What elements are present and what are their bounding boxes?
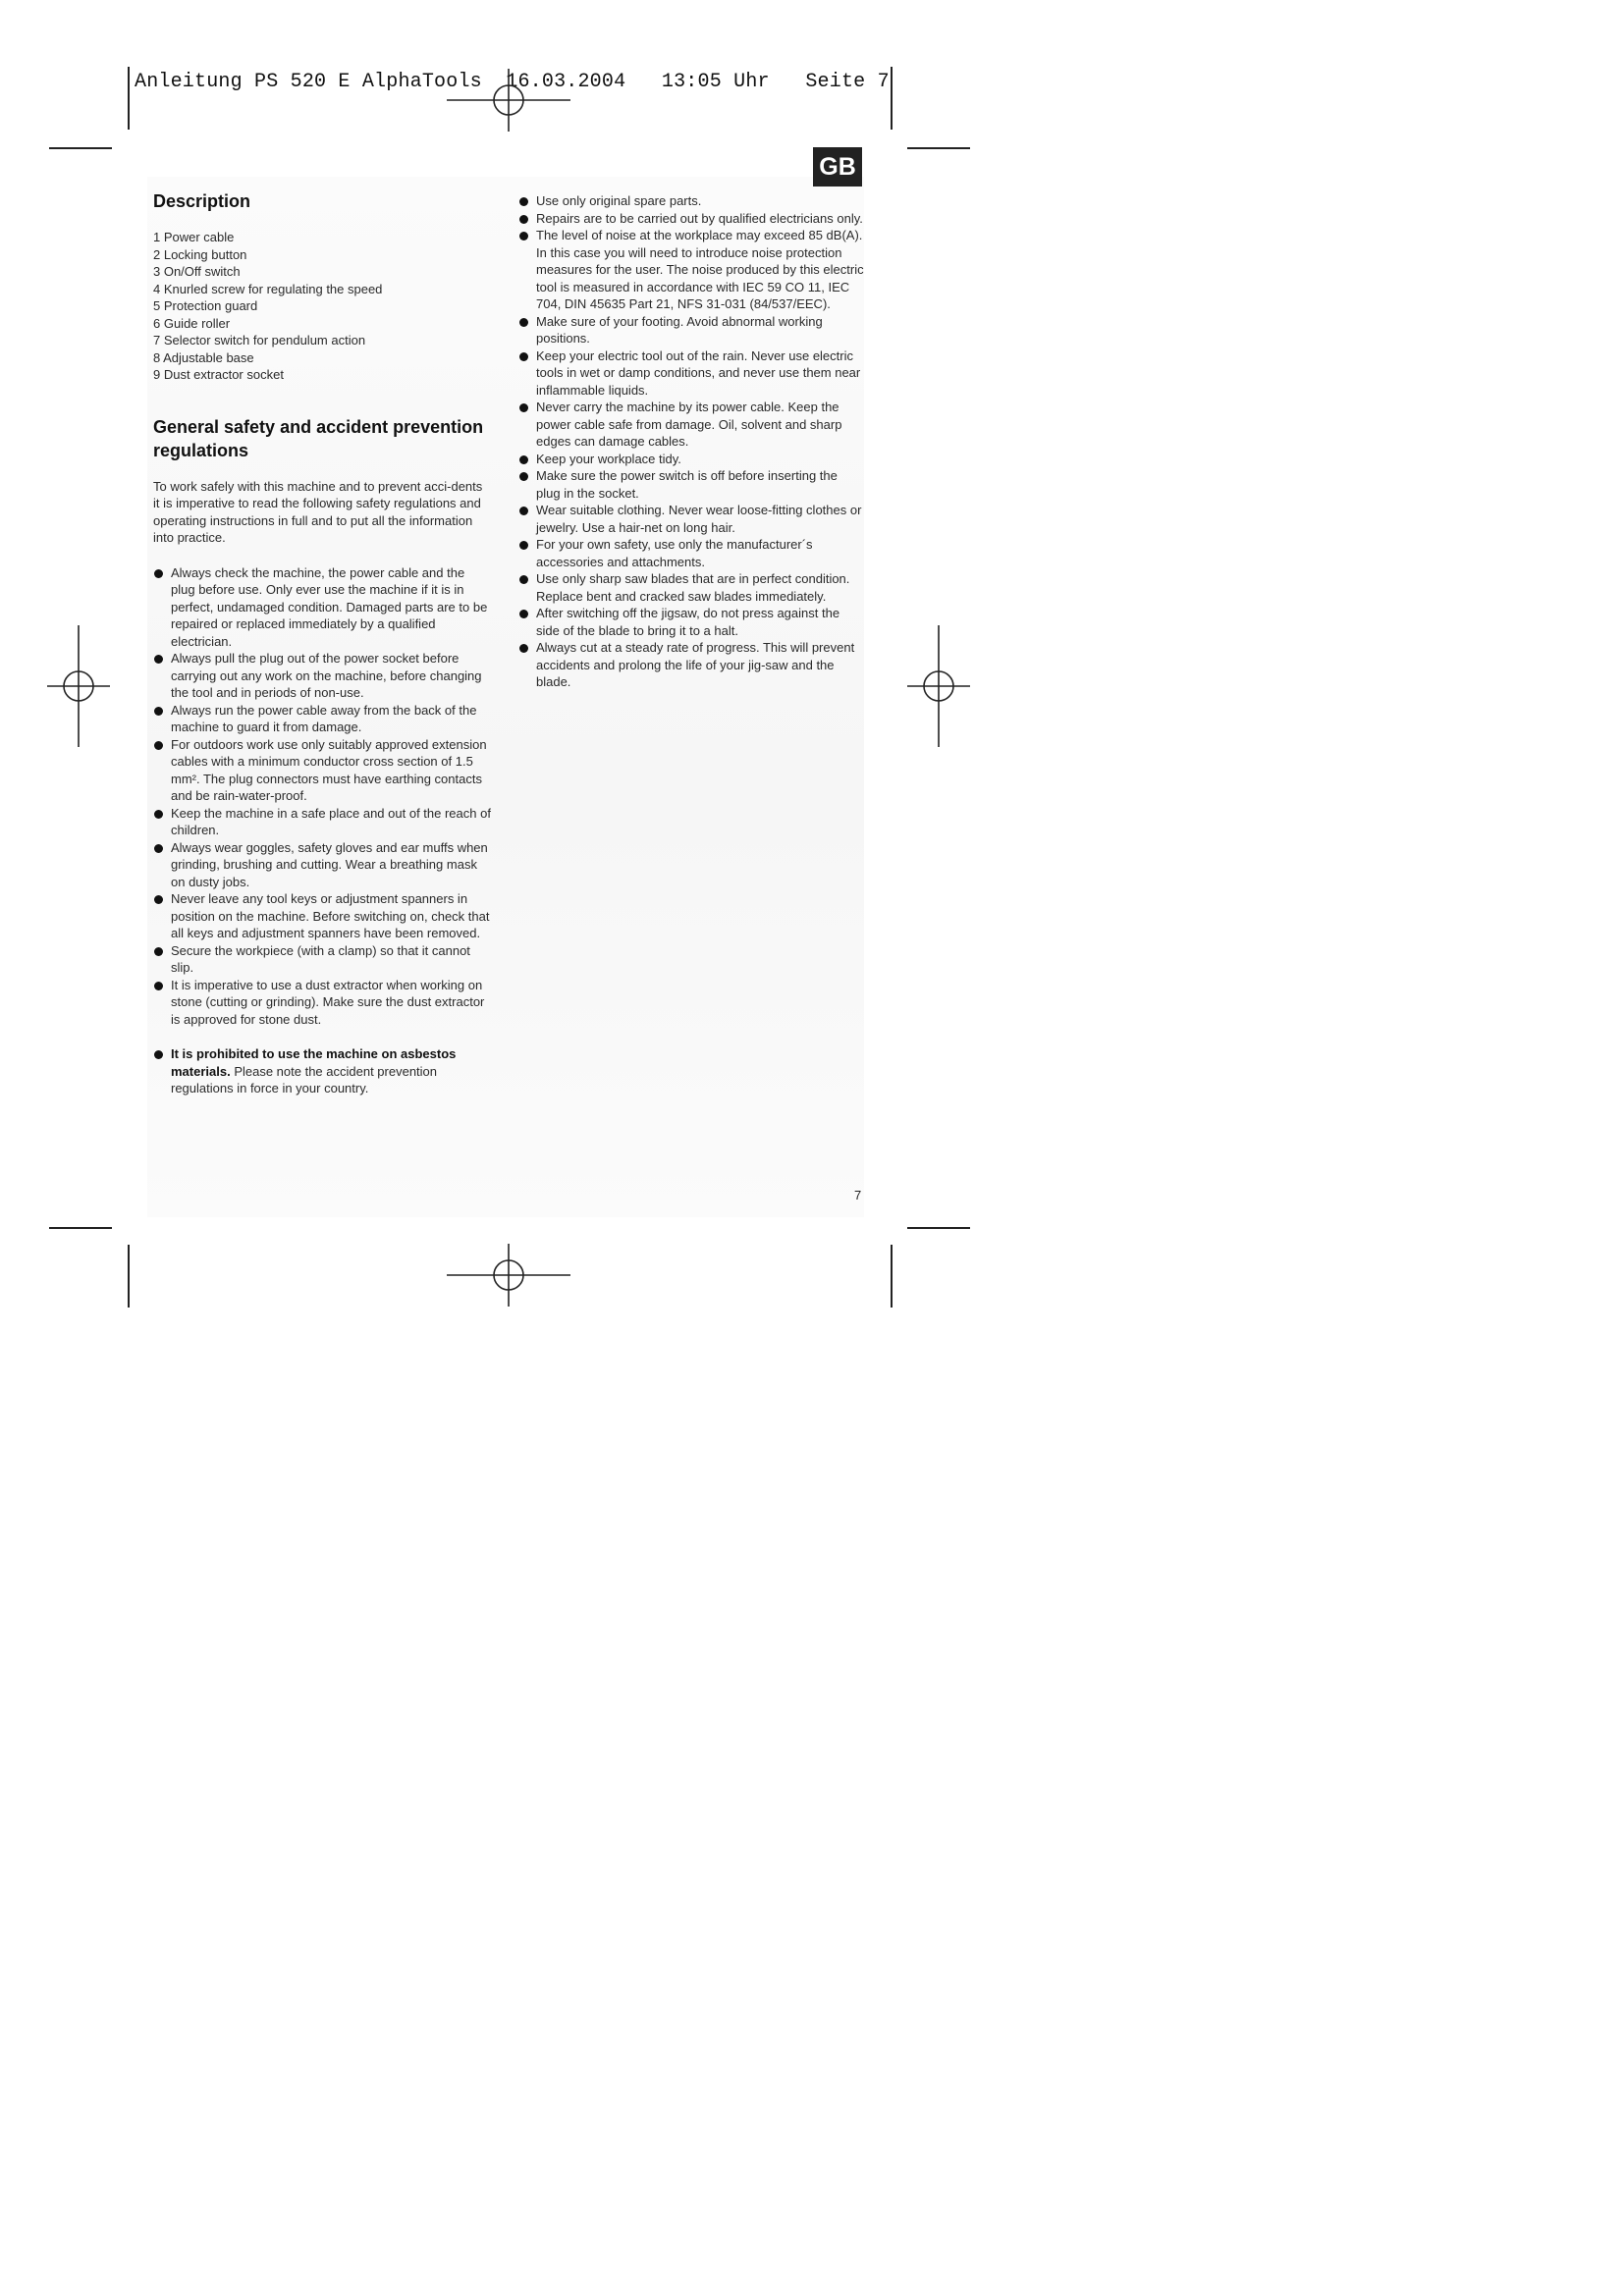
description-item: 7 Selector switch for pendulum action xyxy=(153,333,366,347)
safety-list-right xyxy=(518,192,864,691)
safety-item: Make sure of your footing. Avoid abnormal working positions. xyxy=(518,313,864,347)
safety-item: Use only original spare parts. xyxy=(518,192,864,210)
safety-item: After switching off the jigsaw, do not press against the side of the blade to bring it to a halt. xyxy=(518,605,864,639)
safety-item: Always run the power cable away from the back of the machine to guard it from damage. xyxy=(153,702,492,736)
page-number: 7 xyxy=(854,1188,862,1202)
crop-mark-top-left-horizontal xyxy=(49,147,112,149)
description-item: 1 Power cable xyxy=(153,230,235,244)
bullet-icon xyxy=(519,644,528,653)
safety-item: Keep your workplace tidy. xyxy=(518,451,864,468)
print-header-seite-label: Seite xyxy=(805,71,866,93)
print-header-date: 16.03.2004 xyxy=(506,71,626,93)
safety-item: For outdoors work use only suitably approved extension cables with a minimum conductor cross section of 1.5 mm². The plug connectors must have earthing contacts and be rain-water-proof. xyxy=(153,736,492,805)
bullet-icon xyxy=(519,575,528,584)
registration-mark-left xyxy=(44,623,113,751)
bullet-icon xyxy=(154,655,163,664)
description-list xyxy=(153,229,492,384)
safety-item: Use only sharp saw blades that are in perfect condition. Replace bent and cracked saw blades immediately. xyxy=(518,570,864,605)
description-item: 4 Knurled screw for regulating the speed xyxy=(153,281,383,296)
safety-item: Never carry the machine by its power cable. Keep the power cable safe from damage. Oil, solvent and sharp edges can damage cables. xyxy=(518,399,864,451)
bullet-icon xyxy=(519,472,528,481)
crop-mark-bottom-right-vertical xyxy=(891,1245,893,1308)
print-header-filename: Anleitung PS 520 E AlphaTools xyxy=(135,71,482,93)
bullet-icon xyxy=(154,982,163,990)
bullet-icon xyxy=(519,507,528,515)
bullet-icon xyxy=(519,610,528,618)
bullet-icon xyxy=(154,569,163,578)
bullet-icon xyxy=(519,403,528,412)
description-item: 6 Guide roller xyxy=(153,315,231,331)
registration-mark-bottom xyxy=(447,1244,574,1312)
bullet-icon xyxy=(154,707,163,716)
bullet-icon xyxy=(519,318,528,327)
safety-item: Repairs are to be carried out by qualified electricians only. xyxy=(518,210,864,228)
description-item: 2 Locking button xyxy=(153,246,247,262)
safety-title: General safety and accident prevention regulations xyxy=(153,416,484,460)
bullet-icon xyxy=(154,895,163,904)
safety-item: Keep the machine in a safe place and out of the reach of children. xyxy=(153,805,492,839)
bullet-icon xyxy=(154,844,163,853)
crop-mark-top-right-vertical xyxy=(891,67,893,130)
asbestos-warning xyxy=(153,1045,492,1097)
print-header-time: 13:05 Uhr xyxy=(661,71,770,93)
print-header-seite-number: 7 xyxy=(877,71,890,93)
safety-item: Never leave any tool keys or adjustment spanners in position on the machine. Before switching on, check that all keys and adjustment spanners have been removed. xyxy=(153,890,492,942)
crop-mark-top-right-horizontal xyxy=(907,147,970,149)
crop-mark-bottom-left-horizontal xyxy=(49,1227,112,1229)
safety-intro: To work safely with this machine and to prevent acci-dents it is imperative to read the following safety regulations and operating instructions in full and to put all the information into practice. xyxy=(153,478,483,545)
language-badge: GB xyxy=(813,147,862,187)
crop-mark-bottom-left-vertical xyxy=(128,1245,130,1308)
bullet-icon xyxy=(154,947,163,956)
safety-item: Always pull the plug out of the power socket before carrying out any work on the machine, before changing the tool and in periods of non-use. xyxy=(153,650,492,702)
safety-item: Keep your electric tool out of the rain. Never use electric tools in wet or damp conditions, and never use them near inflammable liquids. xyxy=(518,347,864,400)
safety-item: Make sure the power switch is off before inserting the plug in the socket. xyxy=(518,467,864,502)
bullet-icon xyxy=(154,741,163,750)
bullet-icon xyxy=(154,1050,163,1059)
bullet-icon xyxy=(519,197,528,206)
safety-item: Always cut at a steady rate of progress. This will prevent accidents and prolong the life of your jig-saw and the blade. xyxy=(518,639,864,691)
description-title: Description xyxy=(153,191,251,211)
asbestos-rest-text: Please note the accident prevention regulations in force in your country. xyxy=(171,1063,438,1095)
description-item: 5 Protection guard xyxy=(153,298,258,313)
bullet-icon xyxy=(154,810,163,819)
crop-mark-bottom-right-horizontal xyxy=(907,1227,970,1229)
description-item: 9 Dust extractor socket xyxy=(153,367,284,382)
description-item: 3 On/Off switch xyxy=(153,264,241,279)
crop-mark-top-left-vertical xyxy=(128,67,130,130)
safety-item-asbestos xyxy=(153,1045,492,1097)
safety-list-left xyxy=(153,564,492,1029)
safety-item: It is imperative to use a dust extractor when working on stone (cutting or grinding). Make sure the dust extractor is approved for stone dust. xyxy=(153,977,492,1029)
safety-item: For your own safety, use only the manufacturer´s accessories and attachments. xyxy=(518,536,864,570)
safety-item: Always wear goggles, safety gloves and ear muffs when grinding, brushing and cutting. Wear a breathing mask on dusty jobs. xyxy=(153,839,492,891)
right-column xyxy=(518,192,864,691)
safety-item: Secure the workpiece (with a clamp) so that it cannot slip. xyxy=(153,942,492,977)
bullet-icon xyxy=(519,232,528,240)
safety-item: Wear suitable clothing. Never wear loose-fitting clothes or jewelry. Use a hair-net on long hair. xyxy=(518,502,864,536)
bullet-icon xyxy=(519,352,528,361)
registration-mark-top xyxy=(447,69,574,137)
bullet-icon xyxy=(519,215,528,224)
safety-item: The level of noise at the workplace may exceed 85 dB(A). In this case you will need to introduce noise protection measures for the user. The noise produced by this electric tool is measured in accordance with IEC 59 CO 11, IEC 704, DIN 45635 Part 21, NFS 31-031 (84/537/EEC). xyxy=(518,227,864,313)
left-column xyxy=(153,189,492,1097)
safety-item: Always check the machine, the power cable and the plug before use. Only ever use the machine if it is in perfect, undamaged condition. Damaged parts are to be repaired or replaced immediately by a qualified electrician. xyxy=(153,564,492,651)
asbestos-bold-text: It is prohibited to use the machine on asbestos materials. xyxy=(171,1046,457,1079)
bullet-icon xyxy=(519,455,528,464)
bullet-icon xyxy=(519,541,528,550)
registration-mark-right xyxy=(904,623,973,751)
description-item: 8 Adjustable base xyxy=(153,349,254,365)
